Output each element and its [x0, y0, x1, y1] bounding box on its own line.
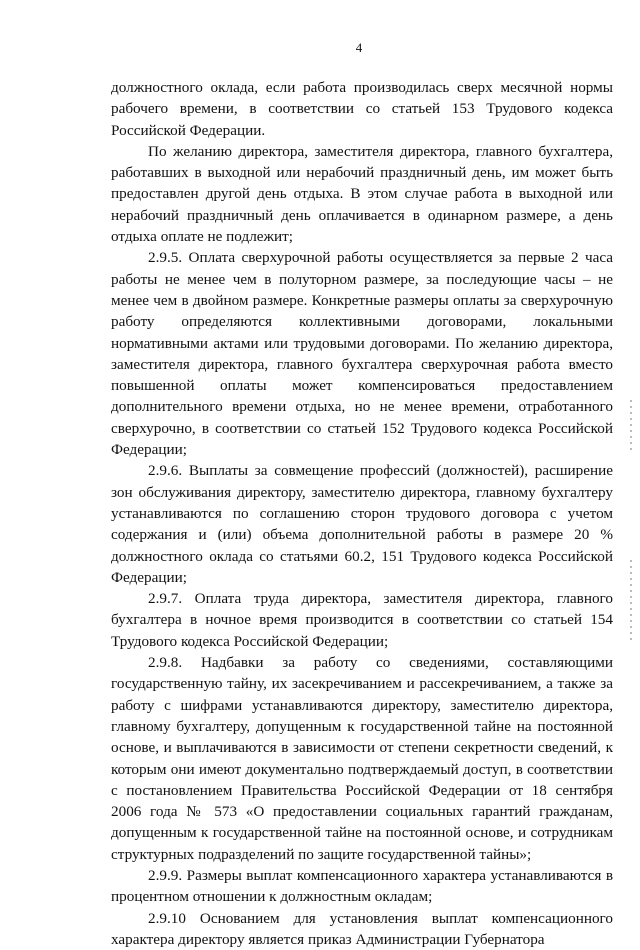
paragraph-continuation: должностного оклада, если работа производилась сверх месячной нормы рабочего времени, в соответствии со статьей 153 Трудового кодекса Российской Федерации.	[111, 79, 613, 139]
paragraph-2-9-7: 2.9.7. Оплата труда директора, заместителя директора, главного бухгалтера в ночное время производится в соответствии со статьей 154 Трудового кодекса Российской Федерации;	[111, 590, 613, 650]
paragraph-2-9-8: 2.9.8. Надбавки за работу со сведениями, составляющими государственную тайну, их засекречиванием и рассекречиванием, а также за работу с шифрами устанавливаются директору, заместителю директора, главному бухгалтеру, допущенным к государственной тайне на постоянной основе, и выплачиваются в зависимости от степени секретности сведений, к которым они имеют документально подтверждаемый доступ, в соответствии с постановлением Правительства Российской Федерации от 18 сентября 2006 года № 573 «О предоставлении социальных гарантий гражданам, допущенным к государственной тайне на постоянной основе, и сотрудникам структурных подразделений по защите государственной тайны»;	[111, 654, 613, 863]
paragraph-2-9-9: 2.9.9. Размеры выплат компенсационного характера устанавливаются в процентном отношении к должностным окладам;	[111, 866, 613, 906]
paragraph-day-off: По желанию директора, заместителя директора, главного бухгалтера, работавших в выходной или нерабочий праздничный день, им может быть предоставлен другой день отдыха. В этом случае работа в выходной или нерабочий праздничный день оплачивается в одинарном размере, а день отдыха оплате не подлежит;	[111, 142, 613, 246]
scan-edge-mark	[630, 560, 632, 640]
paragraph-2-9-10: 2.9.10 Основанием для установления выплат компенсационного характера директору является приказ Администрации Губернатора	[111, 909, 613, 948]
page-number: 4	[355, 40, 363, 55]
paragraph-2-9-6: 2.9.6. Выплаты за совмещение профессий (должностей), расширение зон обслуживания директору, заместителю директора, главному бухгалтеру устанавливаются по соглашению сторон трудового договора с учетом содержания и (или) объема дополнительной работы в размере 20 % должностного оклада со статьями 60.2, 151 Трудового кодекса Российской Федерации;	[111, 462, 613, 586]
paragraph-2-9-5: 2.9.5. Оплата сверхурочной работы осуществляется за первые 2 часа работы не менее чем в полуторном размере, за последующие часы – не менее чем в двойном размере. Конкретные размеры оплаты за сверхурочную работу определяются коллективными договорами, локальными нормативными актами или трудовыми договорами. По желанию директора, заместителя директора, главного бухгалтера сверхурочная работа вместо повышенной оплаты может компенсироваться предоставлением дополнительного времени отдыха, но не менее времени, отработанного сверхурочно, в соответствии со статьей 152 Трудового кодекса Российской Федерации;	[111, 249, 613, 459]
scan-edge-mark	[630, 400, 632, 450]
